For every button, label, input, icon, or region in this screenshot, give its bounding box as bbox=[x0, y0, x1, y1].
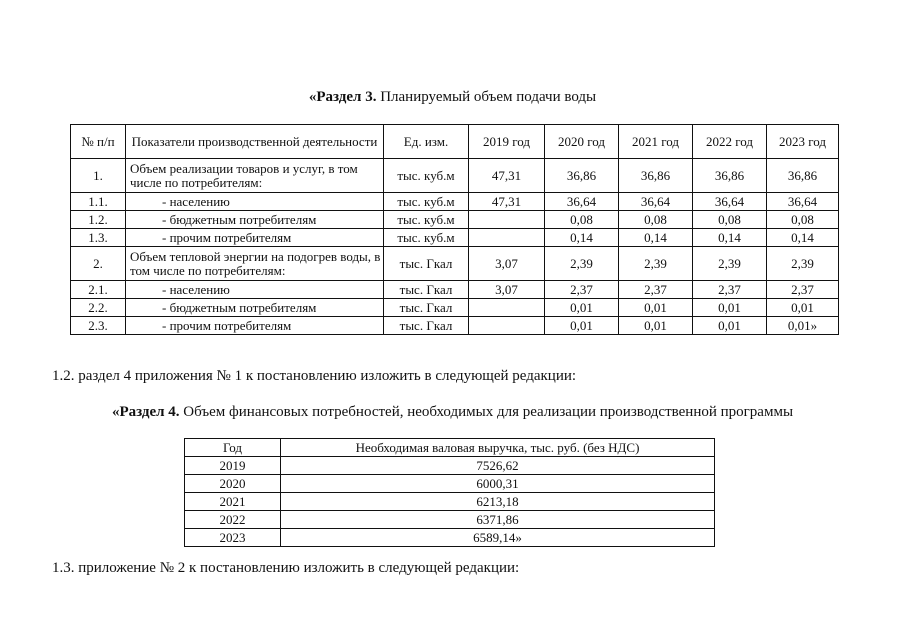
header-unit: Ед. изм. bbox=[384, 125, 469, 159]
row-value: 6000,31 bbox=[281, 475, 715, 493]
row-2021: 2,37 bbox=[619, 281, 693, 299]
row-year: 2019 bbox=[185, 457, 281, 475]
row-2021: 0,14 bbox=[619, 229, 693, 247]
row-2023: 0,01 bbox=[767, 299, 839, 317]
row-2023: 2,37 bbox=[767, 281, 839, 299]
section-4-title-text: Объем финансовых потребностей, необходимых для реализации производственной программы bbox=[179, 404, 794, 420]
row-2021: 36,64 bbox=[619, 193, 693, 211]
header-indicator: Показатели производственной деятельности bbox=[126, 125, 384, 159]
row-2020: 0,01 bbox=[545, 299, 619, 317]
row-name: - населению bbox=[126, 193, 384, 211]
row-num: 2.1. bbox=[71, 281, 126, 299]
row-2020: 36,86 bbox=[545, 159, 619, 193]
row-unit: тыс. куб.м bbox=[384, 193, 469, 211]
table-row bbox=[185, 511, 715, 529]
row-unit: тыс. куб.м bbox=[384, 229, 469, 247]
financial-needs-table bbox=[184, 438, 715, 547]
paragraph-1-2: 1.2. раздел 4 приложения № 1 к постановлению изложить в следующей редакции: bbox=[52, 368, 577, 384]
row-2021: 0,08 bbox=[619, 211, 693, 229]
header-2019: 2019 год bbox=[469, 125, 545, 159]
header-revenue: Необходимая валовая выручка, тыс. руб. (без НДС) bbox=[281, 439, 715, 457]
row-2022: 2,37 bbox=[693, 281, 767, 299]
row-2019: 3,07 bbox=[469, 281, 545, 299]
row-2022: 2,39 bbox=[693, 247, 767, 281]
row-2023: 36,64 bbox=[767, 193, 839, 211]
row-year: 2020 bbox=[185, 475, 281, 493]
row-value: 7526,62 bbox=[281, 457, 715, 475]
section-3-title bbox=[0, 89, 905, 106]
row-name: - прочим потребителям bbox=[126, 229, 384, 247]
row-2019: 47,31 bbox=[469, 159, 545, 193]
table-row bbox=[71, 193, 839, 211]
row-unit: тыс. куб.м bbox=[384, 159, 469, 193]
row-name: - бюджетным потребителям bbox=[126, 211, 384, 229]
table-row bbox=[71, 211, 839, 229]
water-supply-table bbox=[70, 124, 839, 335]
row-2022: 0,01 bbox=[693, 299, 767, 317]
header-2021: 2021 год bbox=[619, 125, 693, 159]
section-4-title-prefix: «Раздел 4. bbox=[111, 404, 180, 420]
row-name: - бюджетным потребителям bbox=[126, 299, 384, 317]
row-2021: 0,01 bbox=[619, 317, 693, 335]
row-num: 2.3. bbox=[71, 317, 126, 335]
row-2022: 0,01 bbox=[693, 317, 767, 335]
row-2019: 3,07 bbox=[469, 247, 545, 281]
header-num: № п/п bbox=[71, 125, 126, 159]
table-row bbox=[71, 317, 839, 335]
row-2020: 0,14 bbox=[545, 229, 619, 247]
row-value: 6213,18 bbox=[281, 493, 715, 511]
row-2023: 36,86 bbox=[767, 159, 839, 193]
header-2022: 2022 год bbox=[693, 125, 767, 159]
row-2020: 0,01 bbox=[545, 317, 619, 335]
header-year: Год bbox=[185, 439, 281, 457]
paragraph-1-3: 1.3. приложение № 2 к постановлению изложить в следующей редакции: bbox=[52, 560, 520, 576]
table-row bbox=[71, 299, 839, 317]
row-2019 bbox=[469, 229, 545, 247]
row-name: Объем тепловой энергии на подогрев воды, в том числе по потребителям: bbox=[126, 247, 384, 281]
row-2019 bbox=[469, 211, 545, 229]
row-unit: тыс. Гкал bbox=[384, 299, 469, 317]
row-2022: 36,64 bbox=[693, 193, 767, 211]
row-year: 2023 bbox=[185, 529, 281, 547]
row-unit: тыс. Гкал bbox=[384, 281, 469, 299]
row-year: 2021 bbox=[185, 493, 281, 511]
table-header-row bbox=[185, 439, 715, 457]
table-row bbox=[185, 529, 715, 547]
row-year: 2022 bbox=[185, 511, 281, 529]
row-name: - населению bbox=[126, 281, 384, 299]
row-name: - прочим потребителям bbox=[126, 317, 384, 335]
row-unit: тыс. Гкал bbox=[384, 317, 469, 335]
row-2019: 47,31 bbox=[469, 193, 545, 211]
section-4-title bbox=[0, 404, 905, 421]
row-num: 2.2. bbox=[71, 299, 126, 317]
row-num: 1.2. bbox=[71, 211, 126, 229]
row-unit: тыс. Гкал bbox=[384, 247, 469, 281]
row-value: 6371,86 bbox=[281, 511, 715, 529]
header-2023: 2023 год bbox=[767, 125, 839, 159]
table-row bbox=[71, 229, 839, 247]
row-2023: 0,14 bbox=[767, 229, 839, 247]
table-row bbox=[185, 493, 715, 511]
table-row bbox=[185, 457, 715, 475]
row-name: Объем реализации товаров и услуг, в том числе по потребителям: bbox=[126, 159, 384, 193]
row-num: 1.3. bbox=[71, 229, 126, 247]
row-unit: тыс. куб.м bbox=[384, 211, 469, 229]
row-value: 6589,14» bbox=[281, 529, 715, 547]
section-3-title-prefix: «Раздел 3. bbox=[308, 89, 377, 105]
row-2023: 0,01» bbox=[767, 317, 839, 335]
row-2019 bbox=[469, 317, 545, 335]
row-num: 1.1. bbox=[71, 193, 126, 211]
row-2021: 0,01 bbox=[619, 299, 693, 317]
row-2023: 2,39 bbox=[767, 247, 839, 281]
table-row bbox=[71, 281, 839, 299]
row-2020: 2,37 bbox=[545, 281, 619, 299]
row-2022: 0,08 bbox=[693, 211, 767, 229]
row-2023: 0,08 bbox=[767, 211, 839, 229]
row-num: 2. bbox=[71, 247, 126, 281]
table-header-row bbox=[71, 125, 839, 159]
row-2021: 36,86 bbox=[619, 159, 693, 193]
row-2020: 0,08 bbox=[545, 211, 619, 229]
row-2020: 2,39 bbox=[545, 247, 619, 281]
header-2020: 2020 год bbox=[545, 125, 619, 159]
table-row bbox=[71, 159, 839, 193]
row-2020: 36,64 bbox=[545, 193, 619, 211]
row-num: 1. bbox=[71, 159, 126, 193]
table-row bbox=[185, 475, 715, 493]
row-2022: 36,86 bbox=[693, 159, 767, 193]
row-2022: 0,14 bbox=[693, 229, 767, 247]
row-2019 bbox=[469, 299, 545, 317]
row-2021: 2,39 bbox=[619, 247, 693, 281]
table-row bbox=[71, 247, 839, 281]
section-3-title-text: Планируемый объем подачи воды bbox=[376, 89, 597, 105]
